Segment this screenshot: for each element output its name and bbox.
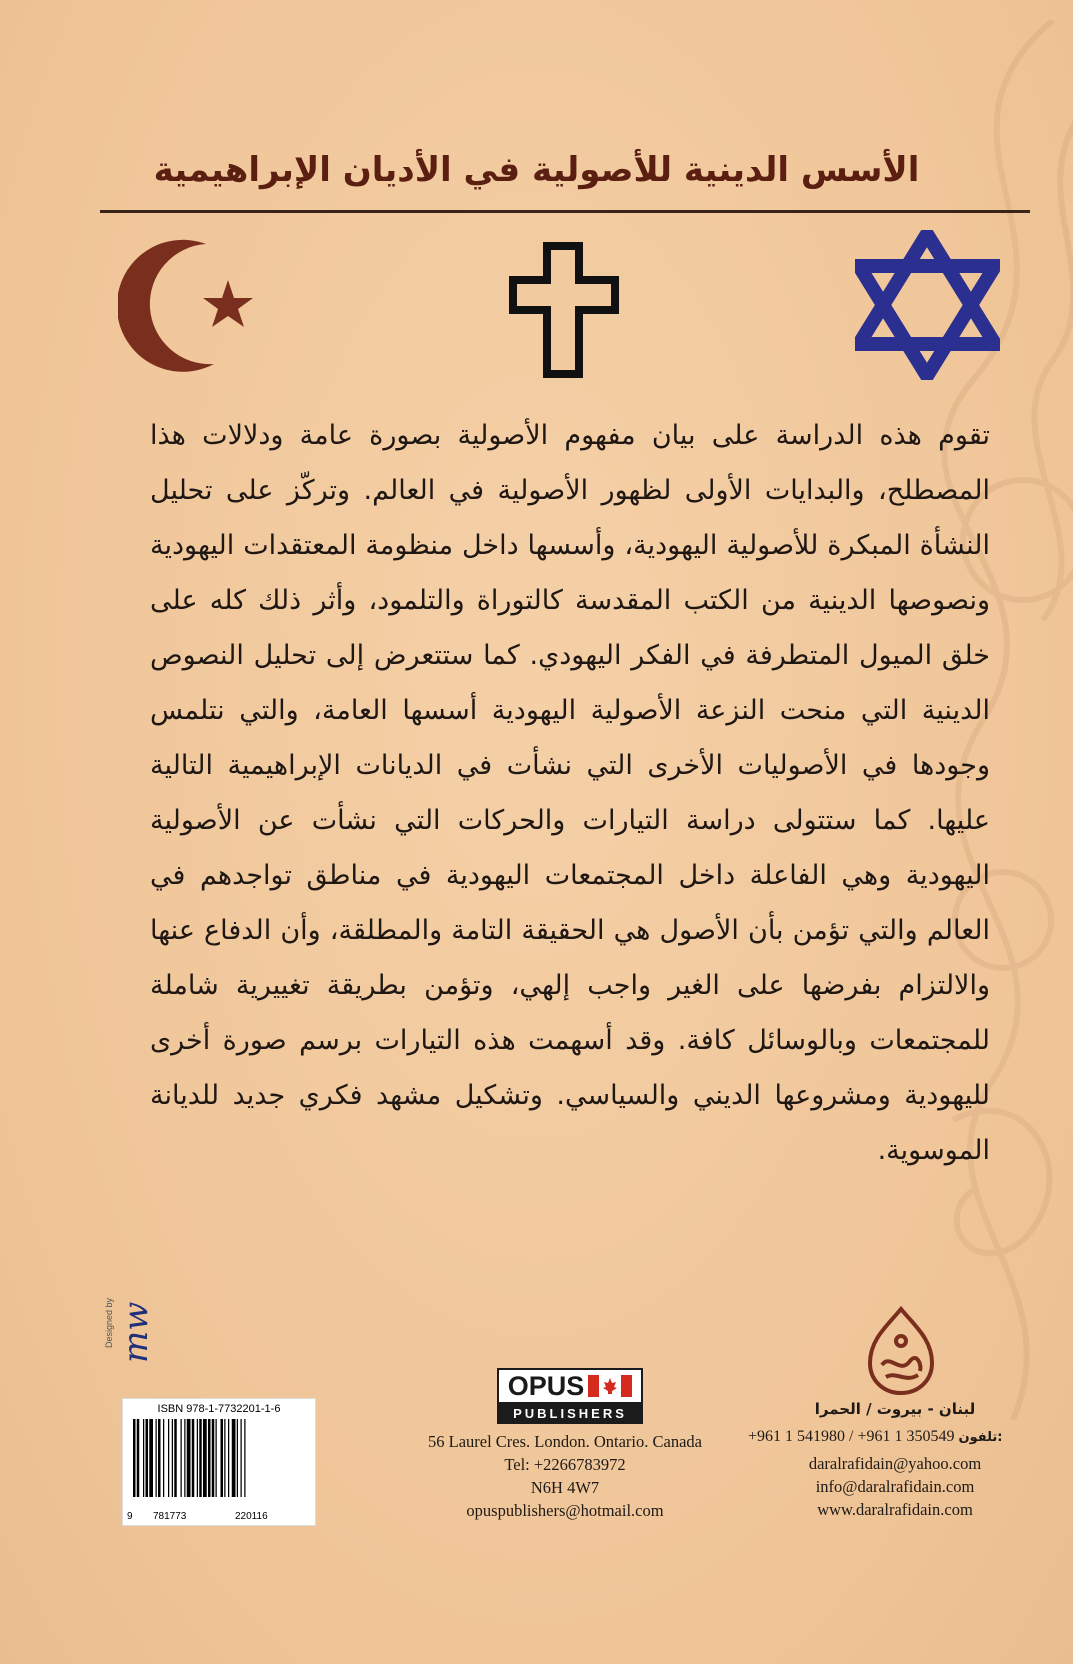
rafidain-address: لبنان - بيروت / الحمرا xyxy=(814,1400,976,1418)
opus-wordmark: OPUS xyxy=(507,1370,585,1401)
barcode-digit-left: 9 xyxy=(127,1511,133,1522)
opus-address: 56 Laurel Cres. London. Ontario. Canada xyxy=(427,1432,702,1451)
rafidain-phone-label: تلفون: xyxy=(958,1430,1003,1445)
blurb-text: تقوم هذه الدراسة على بيان مفهوم الأصولية بصورة عامة ودلالات هذا المصطلح، والبدايات الأولى لظهور الأصولية في العالم. وتركّز على تحليل النشأة المبكرة للأصولية اليهودية، وأسسها داخل منظومة المعتقدات اليهودية ونصوصها الدينية من الكتب المقدسة كالتوراة والتلمود، وأثر ذلك كله على خلق الميول المتطرفة في الفكر اليهودي. كما ستتعرض إلى تحليل النصوص الدينية التي منحت النزعة الأصولية اليهودية أسسها العامة، والتي نتلمس وجودها في الأصوليات الأخرى التي نشأت في الديانات الإبراهيمية التالية عليها. كما ستتولى دراسة التيارات والحركات التي نشأت عن الأصولية اليهودية وهي الفاعلة داخل المجتمعات اليهودية في مناطق تواجدهم في العالم والتي تؤمن بأن الأصول هي الحقيقة التامة والمطلقة، وأن الدفاع عنها والالتزام بفرضها على الغير واجب إلهي، وتؤمن بطريقة تغييرية شاملة للمجتمعات وبالوسائل كافة. وقد أسهمت هذه التيارات برسم صورة أخرى لليهودية ومشروعها الديني والسياسي. وتشكيل مشهد فكري جديد للديانة الموسوية. xyxy=(150,420,990,1166)
designer-logo xyxy=(110,1290,170,1380)
opus-publishers-logo xyxy=(497,1368,643,1426)
opus-contact-info xyxy=(395,1430,735,1522)
designer-caption: Designed by xyxy=(104,1297,115,1349)
rafidain-email-2: info@daralrafidain.com xyxy=(815,1477,975,1496)
barcode-digits-mid: 781773 xyxy=(153,1511,187,1522)
opus-tagline: PUBLISHERS xyxy=(497,1404,643,1424)
rafidain-email-1: daralrafidain@yahoo.com xyxy=(808,1454,982,1473)
rafidain-logo xyxy=(860,1305,942,1397)
book-title: الأسس الدينية للأصولية في الأديان الإبراهيمية xyxy=(153,150,920,190)
barcode-bars xyxy=(131,1419,307,1503)
opus-tel: Tel: +2266783972 xyxy=(504,1455,626,1474)
rafidain-phone-numbers: +961 1 541980 / +961 1 350549 xyxy=(748,1428,955,1445)
crescent-star-icon xyxy=(118,236,263,376)
canada-flag-icon xyxy=(588,1375,632,1397)
opus-postal: N6H 4W7 xyxy=(530,1478,600,1497)
isbn-label: ISBN 978-1-7732201-1-6 xyxy=(157,1403,281,1415)
title-divider xyxy=(100,210,1030,213)
star-of-david-icon xyxy=(855,230,1000,380)
rafidain-phone xyxy=(748,1428,1038,1446)
isbn-barcode xyxy=(122,1398,316,1526)
opus-email: opuspublishers@hotmail.com xyxy=(466,1501,664,1520)
svg-text:mw: mw xyxy=(116,1301,156,1363)
rafidain-contact-info xyxy=(770,1452,1020,1521)
barcode-digits-right: 220116 xyxy=(235,1511,268,1522)
cross-icon xyxy=(505,236,625,381)
rafidain-website: www.daralrafidain.com xyxy=(817,1500,973,1519)
